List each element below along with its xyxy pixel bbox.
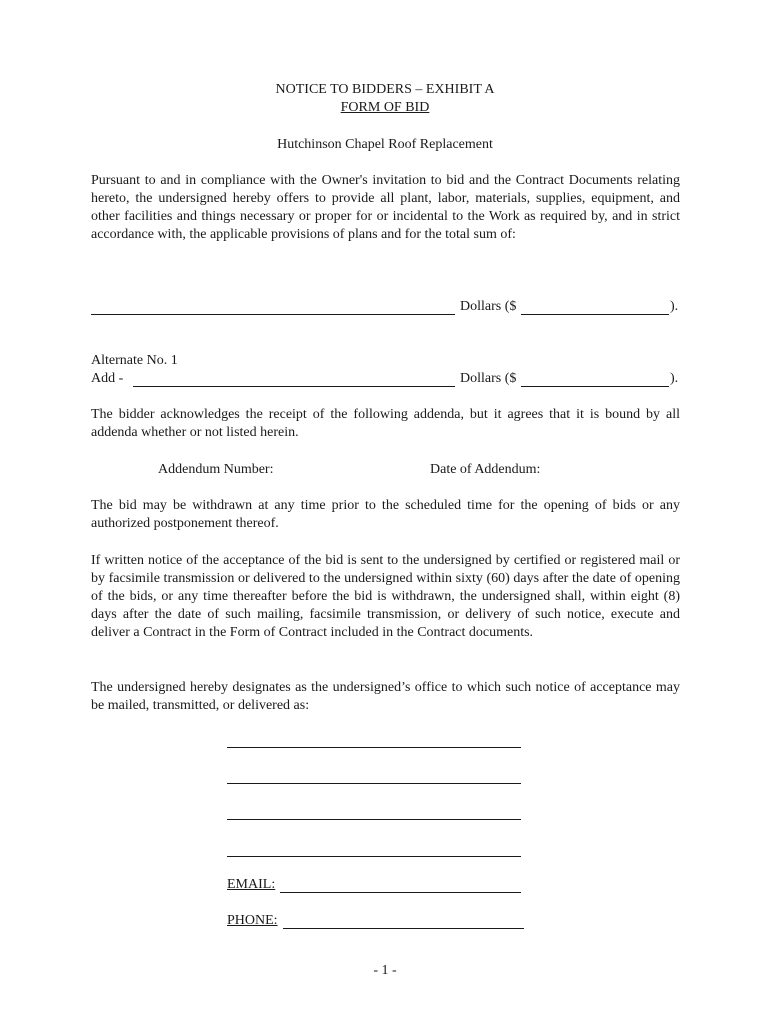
alternate-words-field[interactable] bbox=[133, 386, 455, 387]
address-line-3-field[interactable] bbox=[227, 819, 521, 820]
address-line-2-field[interactable] bbox=[227, 783, 521, 784]
email-field[interactable] bbox=[280, 892, 521, 893]
project-name: Hutchinson Chapel Roof Replacement bbox=[277, 137, 493, 152]
addendum-number-label: Addendum Number: bbox=[158, 462, 274, 477]
address-line-4-field[interactable] bbox=[227, 856, 521, 857]
withdraw-paragraph: The bid may be withdrawn at any time prior to the scheduled time for the opening of bids or any authorized postponement thereof. bbox=[91, 498, 680, 531]
document-subtitle bbox=[0, 99, 770, 117]
acceptance-paragraph: If written notice of the acceptance of the bid is sent to the undersigned by certified or registered mail or by facsimile transmission or delivered to the undersigned within sixty (60) days after the date of opening of the bids, or any time thereafter before the bid is withdrawn, the undersigned shall, within eight (8) days after the date of such mailing, facsimile transmission, or delivery of such notice, execute and deliver a Contract in the Form of Contract included in the Contract documents. bbox=[91, 553, 680, 640]
alternate-title: Alternate No. 1 bbox=[91, 353, 178, 368]
base-bid-amount-field[interactable] bbox=[521, 314, 669, 315]
addenda-paragraph: The bidder acknowledges the receipt of the following addenda, but it agrees that it is bound by all addenda whether or not listed herein. bbox=[91, 407, 680, 440]
base-bid-words-field[interactable] bbox=[91, 314, 455, 315]
base-bid-close: ). bbox=[670, 299, 679, 314]
alternate-close: ). bbox=[670, 371, 679, 386]
page-number: - 1 - bbox=[373, 963, 397, 978]
document-title: NOTICE TO BIDDERS – EXHIBIT A bbox=[275, 82, 495, 97]
phone-label: PHONE: bbox=[227, 913, 278, 928]
alternate-add-label: Add - bbox=[91, 371, 124, 386]
address-line-1-field[interactable] bbox=[227, 747, 521, 748]
alternate-amount-field[interactable] bbox=[521, 386, 669, 387]
form-of-bid-heading: FORM OF BID bbox=[340, 100, 430, 115]
intro-paragraph: Pursuant to and in compliance with the Owner's invitation to bid and the Contract Documents relating hereto, the undersigned hereby offers to provide all plant, labor, materials, supplies, equipment, and other facilities and things necessary or proper for or incidental to the Work as required by, and in strict accordance with, the applicable provisions of plans and for the total sum of: bbox=[91, 173, 680, 242]
office-paragraph: The undersigned hereby designates as the undersigned’s office to which such notice of acceptance may be mailed, transmitted, or delivered as: bbox=[91, 680, 680, 713]
addendum-date-label: Date of Addendum: bbox=[430, 462, 541, 477]
base-bid-dollars-label: Dollars ($ bbox=[460, 299, 517, 314]
alternate-dollars-label: Dollars ($ bbox=[460, 371, 517, 386]
phone-field[interactable] bbox=[283, 928, 524, 929]
email-label: EMAIL: bbox=[227, 877, 276, 892]
